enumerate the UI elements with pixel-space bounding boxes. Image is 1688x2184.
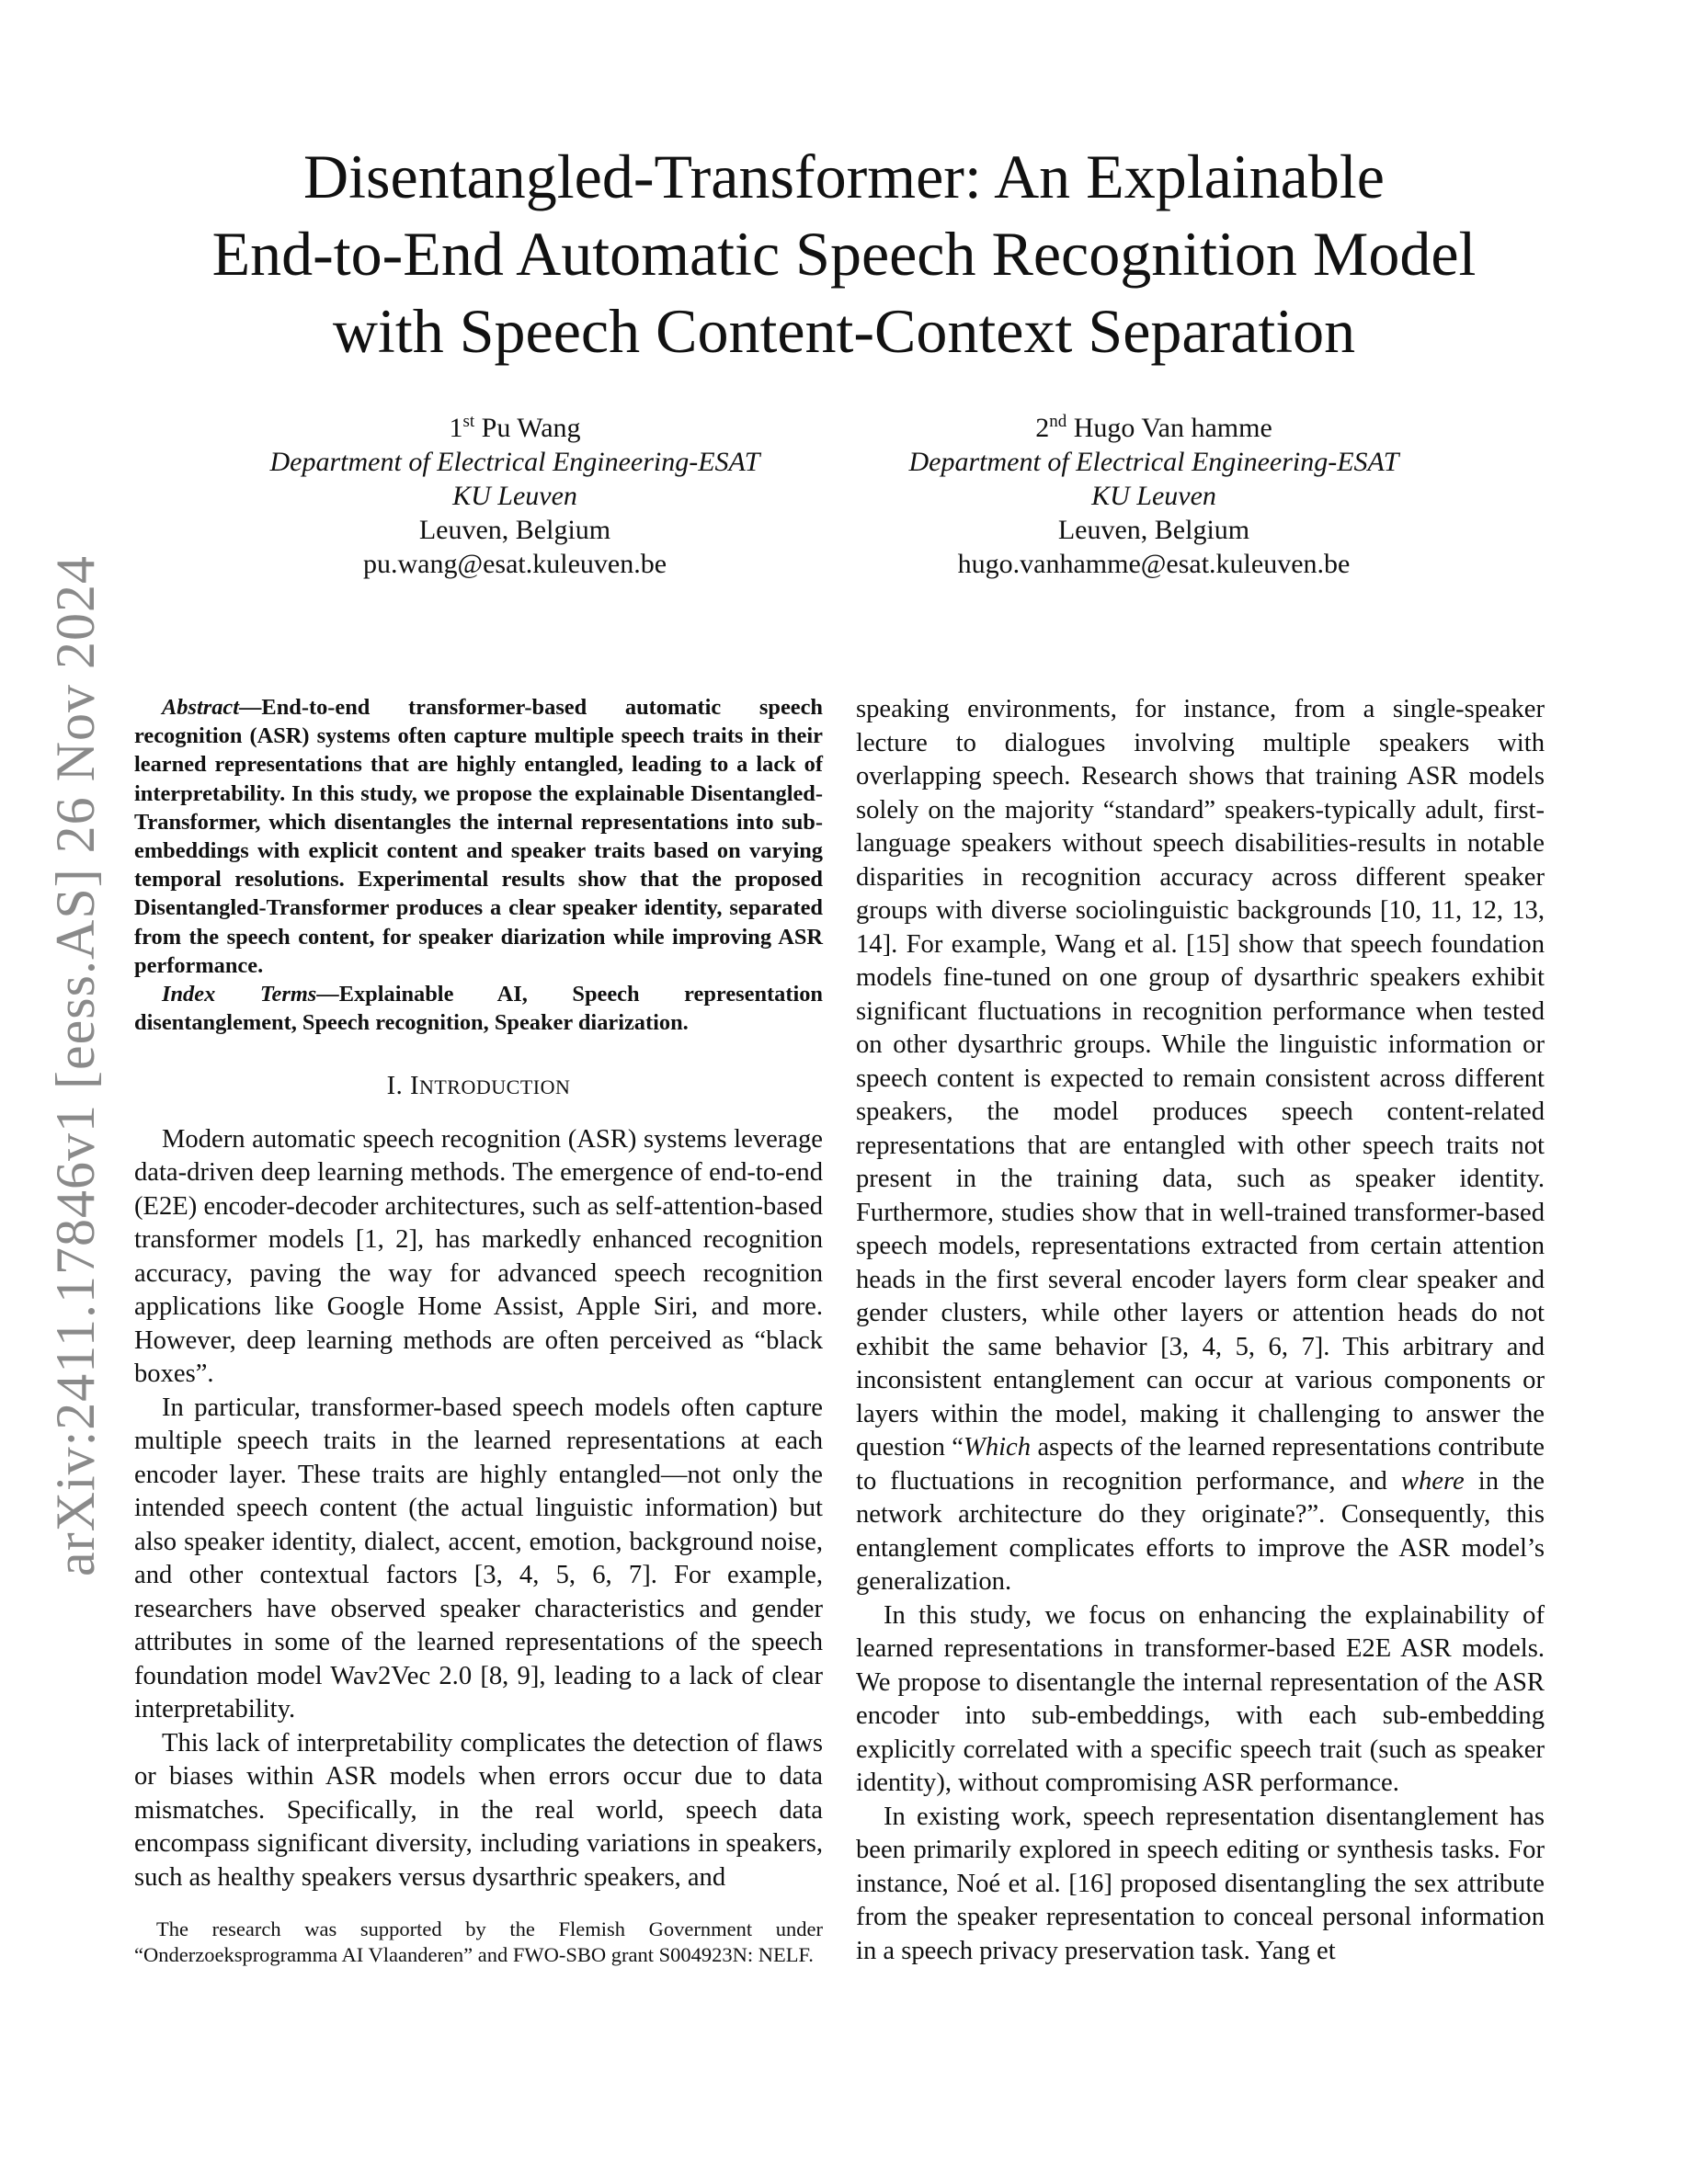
section-numeral: I. (386, 1072, 410, 1101)
index-terms-text: Explainable AI, Speech representation disentanglement, Speech recognition, Speaker diarization. (134, 982, 824, 1036)
author-department: Department of Electrical Engineering-ESAT (908, 447, 1399, 477)
author-department: Department of Electrical Engineering-ESAT (269, 447, 760, 477)
author-location: Leuven, Belgium (418, 515, 611, 545)
author-location: Leuven, Belgium (1057, 515, 1250, 545)
author-university: KU Leuven (1091, 481, 1216, 511)
author-name-text: Hugo Van hamme (1073, 413, 1272, 443)
section-title-rest: NTRODUCTION (418, 1075, 571, 1099)
author-name-text: Pu Wang (481, 413, 581, 443)
abstract-label: Abstract (162, 695, 240, 720)
author-name (832, 404, 1476, 445)
intro-paragraph-5: In this study, we focus on enhancing the explainability of learned representations in transformer-based E2E ASR models. We propose to disentangle the internal representation of the ASR encoder into sub-embeddings, with each sub-embedding explicitly correlated with a specific speech trait (such as speaker identity), without compromising ASR performance. (856, 1600, 1545, 1797)
title-line-3: with Speech Content-Context Separation (332, 296, 1356, 366)
author-email[interactable]: hugo.vanhamme@esat.kuleuven.be (957, 549, 1351, 579)
left-column (134, 693, 823, 1894)
index-terms-label: Index Terms (162, 982, 317, 1007)
paper-title (129, 138, 1559, 370)
author-block-1 (193, 404, 837, 581)
title-line-2: End-to-End Automatic Speech Recognition Model (211, 219, 1477, 289)
section-heading-introduction (134, 1070, 823, 1105)
arxiv-side-stamp: arXiv:2411.17846v1 [eess.AS] 26 Nov 2024 (45, 554, 106, 1576)
p4-where: where (1400, 1466, 1465, 1496)
intro-paragraph-4 (856, 693, 1545, 1599)
index-terms: Index Terms—Explainable AI, Speech representation disentanglement, Speech recognition, Speaker diarization. (134, 982, 824, 1036)
abstract-text: End-to-end transformer-based automatic speech recognition (ASR) systems often capture multiple speech traits in their learned representations that are highly entangled, leading to a lack of interpretability. In this study, we propose the explainable Disentangled-Transformer, which disentangles the internal representations into sub-embeddings with explicit content and speaker traits based on varying temporal resolutions. Experimental results show that the proposed Disentangled-Transformer produces a clear speaker identity, separated from the speech content, for speaker diarization while improving ASR performance. (134, 695, 823, 978)
p4-end: in the network architecture do they originate?”. Consequently, this entanglement complicates efforts to improve the ASR model’s generalization. (856, 1466, 1545, 1596)
p4-text: speaking environments, for instance, from a single-speaker lecture to dialogues involving multiple speakers with overlapping speech. Research shows that training ASR models solely on the majority “standard” speakers-typically adult, first-language speakers without speech disabilities-results in notable disparities in recognition accuracy across different speaker groups with diverse sociolinguistic backgrounds [10, 11, 12, 13, 14]. For example, Wang et al. [15] show that speech foundation models fine-tuned on one group of dysarthric speakers exhibit significant fluctuations in recognition performance when tested on other dysarthric groups. While the linguistic information or speech content is expected to remain consistent across different speakers, the model produces speech content-related representations that are entangled with other speech traits not present in the training data, such as speaker identity. Furthermore, studies show that in well-trained transformer-based speech models, representations extracted from certain attention heads in the first several encoder layers form clear speaker and gender clusters, while other layers or attention heads do not exhibit the same behavior [3, 4, 5, 6, 7]. This arbitrary and inconsistent entanglement can occur at various components or layers within the model, making it challenging to answer the question “ (856, 695, 1545, 1462)
author-name (193, 404, 837, 445)
intro-paragraph-6: In existing work, speech representation disentanglement has been primarily explored in speech editing or synthesis tasks. For instance, Noé et al. [16] proposed disentangling the sex attribute from the speaker representation to conceal personal information in a speech privacy preservation task. Yang et (856, 1802, 1545, 1965)
author-email[interactable]: pu.wang@esat.kuleuven.be (362, 549, 667, 579)
author-ordinal-suffix: st (462, 412, 475, 431)
abstract: Abstract—End-to-end transformer-based automatic speech recognition (ASR) systems often capture multiple speech traits in their learned representations that are highly entangled, leading to a lack of interpretability. In this study, we propose the explainable Disentangled-Transformer, which disentangles the internal representations into sub-embeddings with explicit content and speaker traits based on varying temporal resolutions. Experimental results show that the proposed Disentangled-Transformer produces a clear speaker identity, separated from the speech content, for speaker diarization while improving ASR performance. (134, 695, 823, 978)
p4-mid: aspects of the learned representations contribute to fluctuations in recognition performance, and (856, 1433, 1545, 1496)
intro-paragraph-1: Modern automatic speech recognition (ASR) systems leverage data-driven deep learning methods. The emergence of end-to-end (E2E) encoder-decoder architectures, such as self-attention-based transformer models [1, 2], has markedly enhanced recognition accuracy, paving the way for advanced speech recognition applications like Google Home Assist, Apple Siri, and more. However, deep learning methods are often perceived as “black boxes”. (134, 1124, 823, 1389)
author-university: KU Leuven (452, 481, 577, 511)
right-column (856, 693, 1545, 1968)
intro-paragraph-3: This lack of interpretability complicates the detection of flaws or biases within ASR models when errors occur due to data mismatches. Specifically, in the real world, speech data encompass significant diversity, including variations in speakers, such as healthy speakers versus dysarthric speakers, and (134, 1728, 823, 1892)
title-line-1: Disentangled-Transformer: An Explainable (303, 142, 1385, 211)
funding-footnote (134, 1917, 823, 1968)
author-ordinal: 1 (449, 413, 463, 443)
author-ordinal: 2 (1035, 413, 1050, 443)
section-title-cap: I (409, 1072, 419, 1101)
author-ordinal-suffix: nd (1049, 412, 1067, 431)
author-block-2 (832, 404, 1476, 581)
p4-which: Which (964, 1433, 1032, 1462)
footnote-text: The research was supported by the Flemish Government under “Onderzoeksprogramma AI Vlaanderen” and FWO-SBO grant S004923N: NELF. (134, 1917, 823, 1966)
intro-paragraph-2: In particular, transformer-based speech models often capture multiple speech traits in the learned representations at each encoder layer. These traits are highly entangled—not only the intended speech content (the actual linguistic information) but also speaker identity, dialect, accent, emotion, background noise, and other contextual factors [3, 4, 5, 6, 7]. For example, researchers have observed speaker characteristics and gender attributes in some of the learned representations of the speech foundation model Wav2Vec 2.0 [8, 9], leading to a lack of clear interpretability. (134, 1393, 823, 1724)
